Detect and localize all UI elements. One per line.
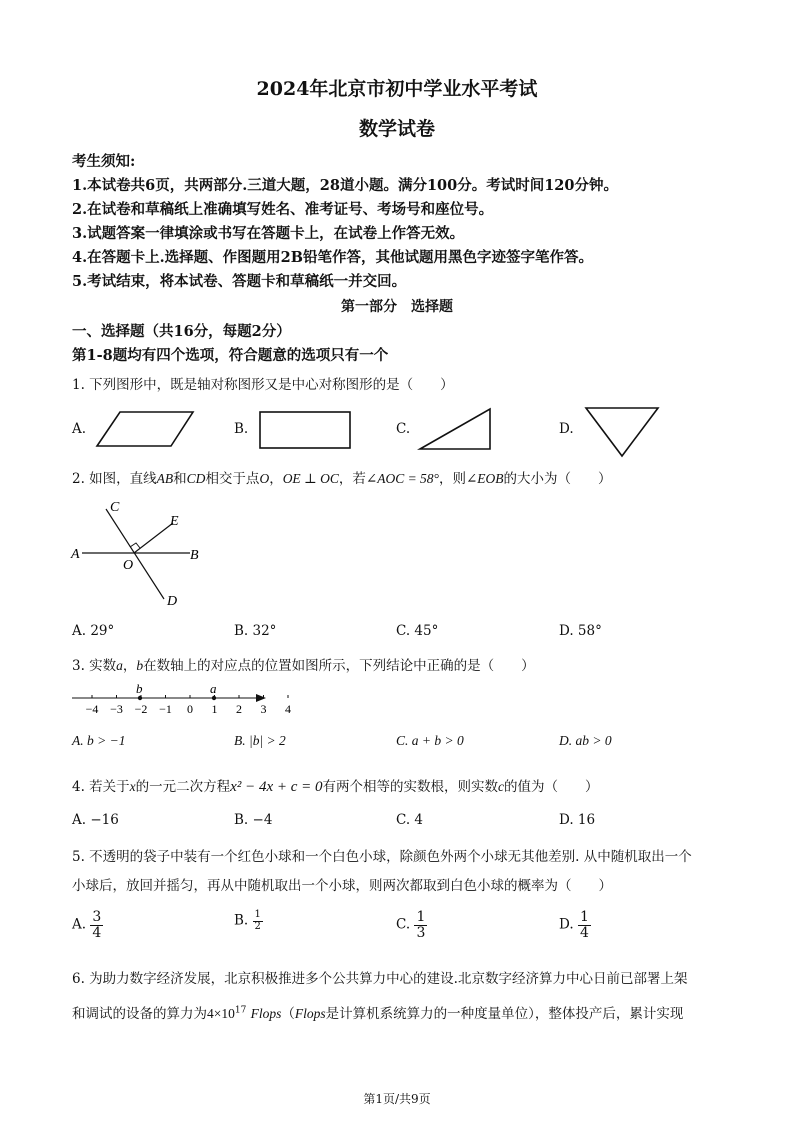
q5-option-a-label: A. bbox=[72, 916, 87, 933]
number-line-tick-label: 3 bbox=[260, 702, 267, 716]
label-o: O bbox=[123, 558, 134, 573]
notice-item-1: 1.本试卷共6页，共两部分.三道大题，28道小题。满分100分。考试时间120分钟。 bbox=[72, 177, 618, 194]
point-a-dot bbox=[212, 696, 216, 700]
q4-option-a: A. −16 bbox=[72, 812, 119, 828]
question-5-line-2: 小球后，放回并摇匀，再从中随机取出一个小球，则两次都取到白色小球的概率为（ ） bbox=[72, 878, 612, 894]
q4-text-mid2: 有两个相等的实数根，则实数 bbox=[322, 779, 499, 795]
notice-item-2: 2.在试卷和草稿纸上准确填写姓名、准考证号、考场号和座位号。 bbox=[72, 201, 494, 218]
q2-line-ab: AB bbox=[156, 471, 174, 486]
number-line-tick-label: −3 bbox=[110, 702, 123, 716]
q1-option-d-label: D. bbox=[559, 421, 574, 437]
fraction-numerator: 1 bbox=[416, 909, 426, 925]
point-b-dot bbox=[138, 696, 142, 700]
exam-subtitle: 数学试卷 bbox=[358, 118, 435, 140]
question-6-line-1: 6. 为助力数字经济发展，北京积极推进多个公共算力中心的建设.北京数字经济算力中心日前已部署上架 bbox=[72, 971, 688, 987]
q3-option-c: C. a + b > 0 bbox=[396, 733, 464, 748]
q5-option-b-fraction bbox=[253, 910, 263, 932]
label-a: A bbox=[71, 547, 80, 562]
number-line-tick-label: −1 bbox=[159, 702, 172, 716]
label-b: B bbox=[190, 548, 199, 563]
q4-var-x: x bbox=[129, 779, 136, 794]
number-line-tick-label: −4 bbox=[85, 702, 99, 716]
label-d: D bbox=[167, 594, 178, 609]
question-4-text bbox=[72, 775, 599, 796]
number-line-tick-label: −2 bbox=[134, 702, 148, 716]
q5-option-d-label: D. bbox=[559, 916, 574, 933]
right-angle-mark bbox=[130, 543, 140, 548]
point-b-label: b bbox=[136, 681, 143, 696]
q5-option-a bbox=[72, 910, 103, 940]
q5-option-c-fraction bbox=[414, 910, 427, 940]
q2-option-a: A. 29° bbox=[72, 623, 115, 639]
q1-option-b-label: B. bbox=[234, 421, 249, 437]
notice-item-3: 3.试题答案一律填涂或书写在答题卡上，在试卷上作答无效。 bbox=[72, 225, 465, 242]
question-3-text bbox=[72, 654, 535, 674]
q2-text-if: ，若 bbox=[338, 471, 366, 487]
q2-option-d: D. 58° bbox=[559, 623, 602, 639]
q2-text-pre: 2. 如图，直线 bbox=[72, 471, 157, 487]
ray-oe bbox=[134, 523, 173, 553]
q6-scientific-base: 4×10 bbox=[207, 1006, 235, 1021]
q5-option-a-fraction bbox=[90, 910, 103, 940]
q2-option-c: C. 45° bbox=[396, 623, 439, 639]
q1-parallelogram-figure bbox=[95, 410, 195, 450]
q6-unit-2: Flops bbox=[294, 1006, 326, 1021]
fraction-denominator: 2 bbox=[254, 920, 261, 932]
part1-heading: 第一部分 选择题 bbox=[341, 299, 453, 315]
q2-text-post: 的大小为（ ） bbox=[503, 471, 612, 487]
q2-text-then: ，则 bbox=[438, 471, 466, 487]
q4-text-mid: 的一元二次方程 bbox=[135, 779, 231, 795]
q2-geometry-figure bbox=[68, 495, 218, 613]
fraction-denominator: 3 bbox=[416, 924, 426, 941]
q4-option-b: B. −4 bbox=[234, 812, 273, 828]
number-line-arrow bbox=[256, 694, 266, 702]
q1-option-a-label: A. bbox=[72, 421, 87, 437]
label-c: C bbox=[110, 500, 120, 515]
fraction-denominator: 4 bbox=[92, 924, 102, 941]
number-line-tick-label: 1 bbox=[211, 702, 218, 716]
q6-text-pre: 和调试的设备的算力为 bbox=[72, 1006, 207, 1022]
q5-option-c bbox=[396, 910, 427, 940]
q4-text-pre: 4. 若关于 bbox=[72, 779, 130, 795]
q2-perpendicular: OE ⊥ OC bbox=[282, 471, 339, 486]
notice-heading: 考生须知: bbox=[72, 153, 136, 170]
fraction-numerator: 3 bbox=[92, 909, 102, 925]
notice-item-4: 4.在答题卡上.选择题、作图题用2B铅笔作答，其他试题用黑色字迹签字笔作答。 bbox=[72, 249, 594, 266]
number-line-tick-label: 0 bbox=[187, 702, 193, 716]
q4-text-post: 的值为（ ） bbox=[504, 779, 599, 795]
line-cd bbox=[106, 509, 164, 599]
q1-rectangle-figure bbox=[258, 410, 358, 450]
section-heading: 一、选择题（共16分，每题2分） bbox=[72, 323, 291, 340]
q1-inverted-triangle-figure bbox=[584, 405, 664, 460]
parallelogram-shape bbox=[97, 412, 193, 446]
q2-option-b: B. 32° bbox=[234, 623, 277, 639]
q2-text-and: 和 bbox=[173, 471, 187, 487]
question-2-text bbox=[72, 467, 612, 487]
page-footer: 第1页/共9页 bbox=[363, 1092, 431, 1106]
q5-option-d-fraction bbox=[578, 910, 591, 940]
exam-title: 2024年北京市初中学业水平考试 bbox=[256, 78, 538, 100]
q2-comma: ， bbox=[269, 471, 283, 487]
q2-angle-aoc: ∠AOC = 58° bbox=[365, 471, 439, 486]
q6-exponent: 17 bbox=[234, 1005, 247, 1016]
fraction-numerator: 1 bbox=[254, 909, 261, 920]
q2-angle-eob: ∠EOB bbox=[465, 471, 504, 486]
rectangle-shape bbox=[260, 412, 350, 448]
inverted-triangle-shape bbox=[586, 408, 658, 456]
q4-option-c: C. 4 bbox=[396, 812, 424, 828]
q6-paren: （ bbox=[281, 1006, 295, 1022]
question-6-line-2 bbox=[72, 1002, 683, 1022]
q5-option-c-label: C. bbox=[396, 916, 411, 933]
q6-text-post: 是计算机系统算力的一种度量单位），整体投产后，累计实现 bbox=[325, 1006, 684, 1022]
q4-equation: x² − 4x + c = 0 bbox=[230, 779, 323, 795]
q3-comma: ， bbox=[122, 658, 137, 674]
number-line-tick-label: 4 bbox=[285, 702, 291, 716]
q3-option-d: D. ab > 0 bbox=[559, 733, 612, 748]
q3-text-pre: 3. 实数 bbox=[72, 658, 117, 674]
q1-option-c-label: C. bbox=[396, 421, 411, 437]
fraction-denominator: 4 bbox=[579, 924, 589, 941]
q3-option-b: B. |b| > 2 bbox=[234, 733, 286, 748]
right-triangle-shape bbox=[420, 409, 490, 449]
q5-option-b-label: B. bbox=[234, 912, 249, 929]
number-line-tick-label: 2 bbox=[236, 702, 242, 716]
q3-var-b: b bbox=[136, 658, 144, 673]
q4-var-c: c bbox=[498, 779, 505, 794]
notice-item-5: 5.考试结束，将本试卷、答题卡和草稿纸一并交回。 bbox=[72, 273, 407, 290]
q3-number-line bbox=[68, 680, 291, 716]
question-1-text: 1. 下列图形中，既是轴对称图形又是中心对称图形的是（ ） bbox=[72, 377, 454, 393]
fraction-numerator: 1 bbox=[579, 909, 589, 925]
q2-point-o: O bbox=[259, 471, 270, 486]
q3-text-post: 在数轴上的对应点的位置如图所示，下列结论中正确的是（ ） bbox=[143, 658, 535, 674]
q4-option-d: D. 16 bbox=[559, 812, 596, 828]
q2-text-mid: 相交于点 bbox=[205, 471, 260, 487]
section-instruction: 第1-8题均有四个选项，符合题意的选项只有一个 bbox=[72, 347, 389, 364]
q5-option-b bbox=[234, 910, 263, 932]
q6-unit: Flops bbox=[250, 1006, 282, 1021]
label-e: E bbox=[170, 514, 179, 529]
q5-option-d bbox=[559, 910, 591, 940]
q3-var-a: a bbox=[116, 658, 123, 673]
question-5-line-1: 5. 不透明的袋子中装有一个红色小球和一个白色小球，除颜色外两个小球无其他差别. 从中随机取出一个 bbox=[72, 849, 692, 865]
q2-line-cd: CD bbox=[186, 471, 206, 486]
q1-triangle-figure bbox=[418, 405, 498, 453]
q3-option-a: A. b > −1 bbox=[72, 733, 126, 748]
point-a-label: a bbox=[210, 681, 217, 696]
